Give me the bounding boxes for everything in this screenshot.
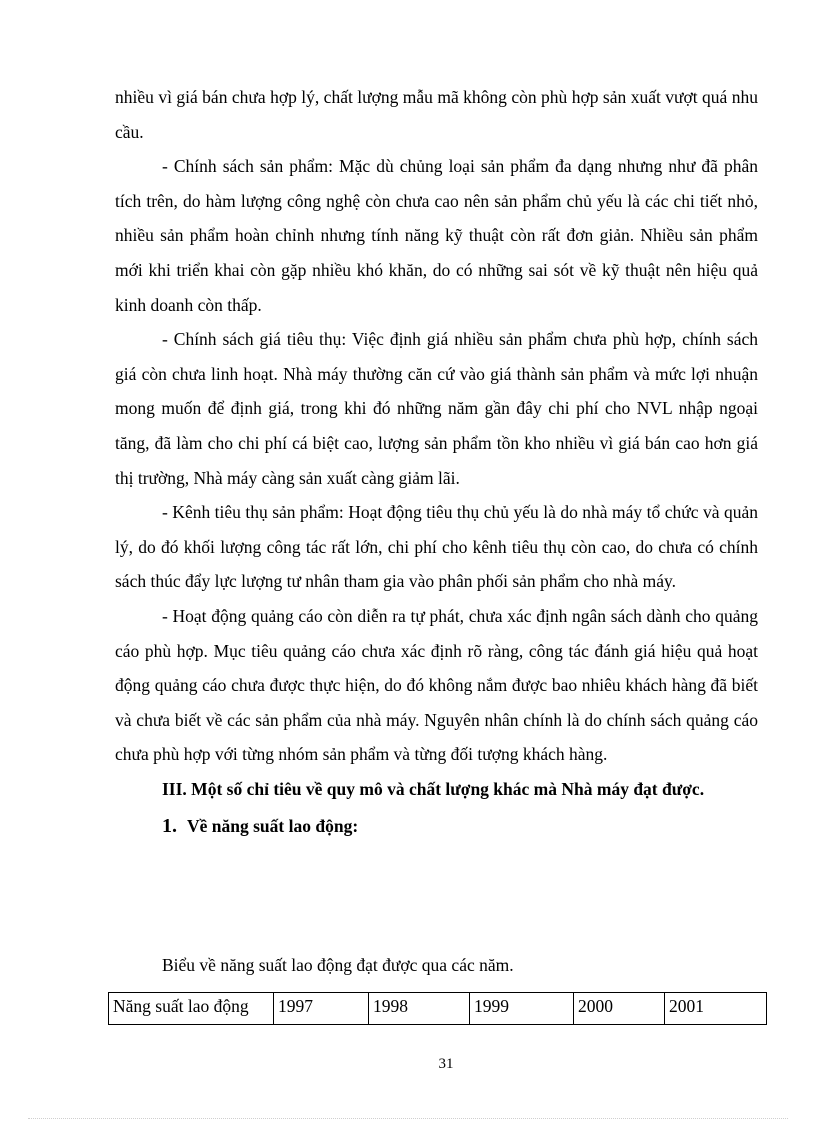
table-year-cell: 2001: [665, 993, 767, 1025]
body-text: [115, 80, 758, 846]
table-header-cell: Năng suất lao động: [109, 993, 274, 1025]
table-year-cell: 1997: [274, 993, 369, 1025]
paragraph-advertising: - Hoạt động quảng cáo còn diễn ra tự phát, chưa xác định ngân sách dành cho quảng cáo phù hợp. Mục tiêu quảng cáo chưa xác định rõ ràng, công tác đánh giá hiệu quả hoạt động quảng cáo chưa được thực hiện, do đó không nắm được bao nhiêu khách hàng đã biết và chưa biết về các sản phẩm của nhà máy. Nguyên nhân chính là do chính sách quảng cáo chưa phù hợp với từng nhóm sản phẩm và từng đối tượng khách hàng.: [115, 605, 758, 765]
subsection-number: 1.: [162, 815, 177, 838]
labor-productivity-table: [108, 992, 767, 1025]
paragraph-distribution-channel: - Kênh tiêu thụ sản phẩm: Hoạt động tiêu thụ chủ yếu là do nhà máy tổ chức và quản lý, do đó khối lượng công tác rất lớn, chi phí cho kênh tiêu thụ còn cao, do chưa có chính sách thúc đẩy lực lượng tư nhân tham gia vào phân phối sản phẩm cho nhà máy.: [115, 502, 758, 592]
paragraph-pricing-policy: - Chính sách giá tiêu thụ: Việc định giá nhiều sản phẩm chưa phù hợp, chính sách giá còn chưa linh hoạt. Nhà máy thường căn cứ vào giá thành sản phẩm và mức lợi nhuận mong muốn để định giá, trong khi đó những năm gần đây chi phí cho NVL nhập ngoại tăng, đã làm cho chi phí cá biệt cao, lượng sản phẩm tồn kho nhiều vì giá bán cao hơn giá thị trường, Nhà máy càng sản xuất càng giảm lãi.: [115, 329, 758, 488]
table-row: [109, 993, 767, 1025]
table-year-cell: 1999: [470, 993, 574, 1025]
paragraph-continuation: nhiều vì giá bán chưa hợp lý, chất lượng mẫu mã không còn phù hợp sản xuất vượt quá nhu cầu.: [115, 87, 758, 142]
table-year-cell: 1998: [369, 993, 470, 1025]
page-bottom-divider: [28, 1118, 788, 1119]
subsection-title: Về năng suất lao động:: [187, 816, 359, 837]
paragraph-product-policy: - Chính sách sản phẩm: Mặc dù chủng loại sản phẩm đa dạng nhưng như đã phân tích trên, do hàm lượng công nghệ còn chưa cao nên sản phẩm chủ yếu là các chi tiết nhỏ, nhiều sản phẩm hoàn chỉnh nhưng tính năng kỹ thuật còn rất đơn giản. Nhiều sản phẩm mới khi triển khai còn gặp nhiều khó khăn, do có những sai sót về kỹ thuật nên hiệu quả kinh doanh còn thấp.: [115, 156, 758, 315]
table-caption: Biểu về năng suất lao động đạt được qua các năm.: [162, 955, 514, 975]
page-number: 31: [438, 1056, 454, 1072]
table-year-cell: 2000: [574, 993, 665, 1025]
subsection-heading: [115, 806, 758, 846]
section-heading: III. Một số chỉ tiêu về quy mô và chất lượng khác mà Nhà máy đạt được.: [162, 778, 705, 799]
